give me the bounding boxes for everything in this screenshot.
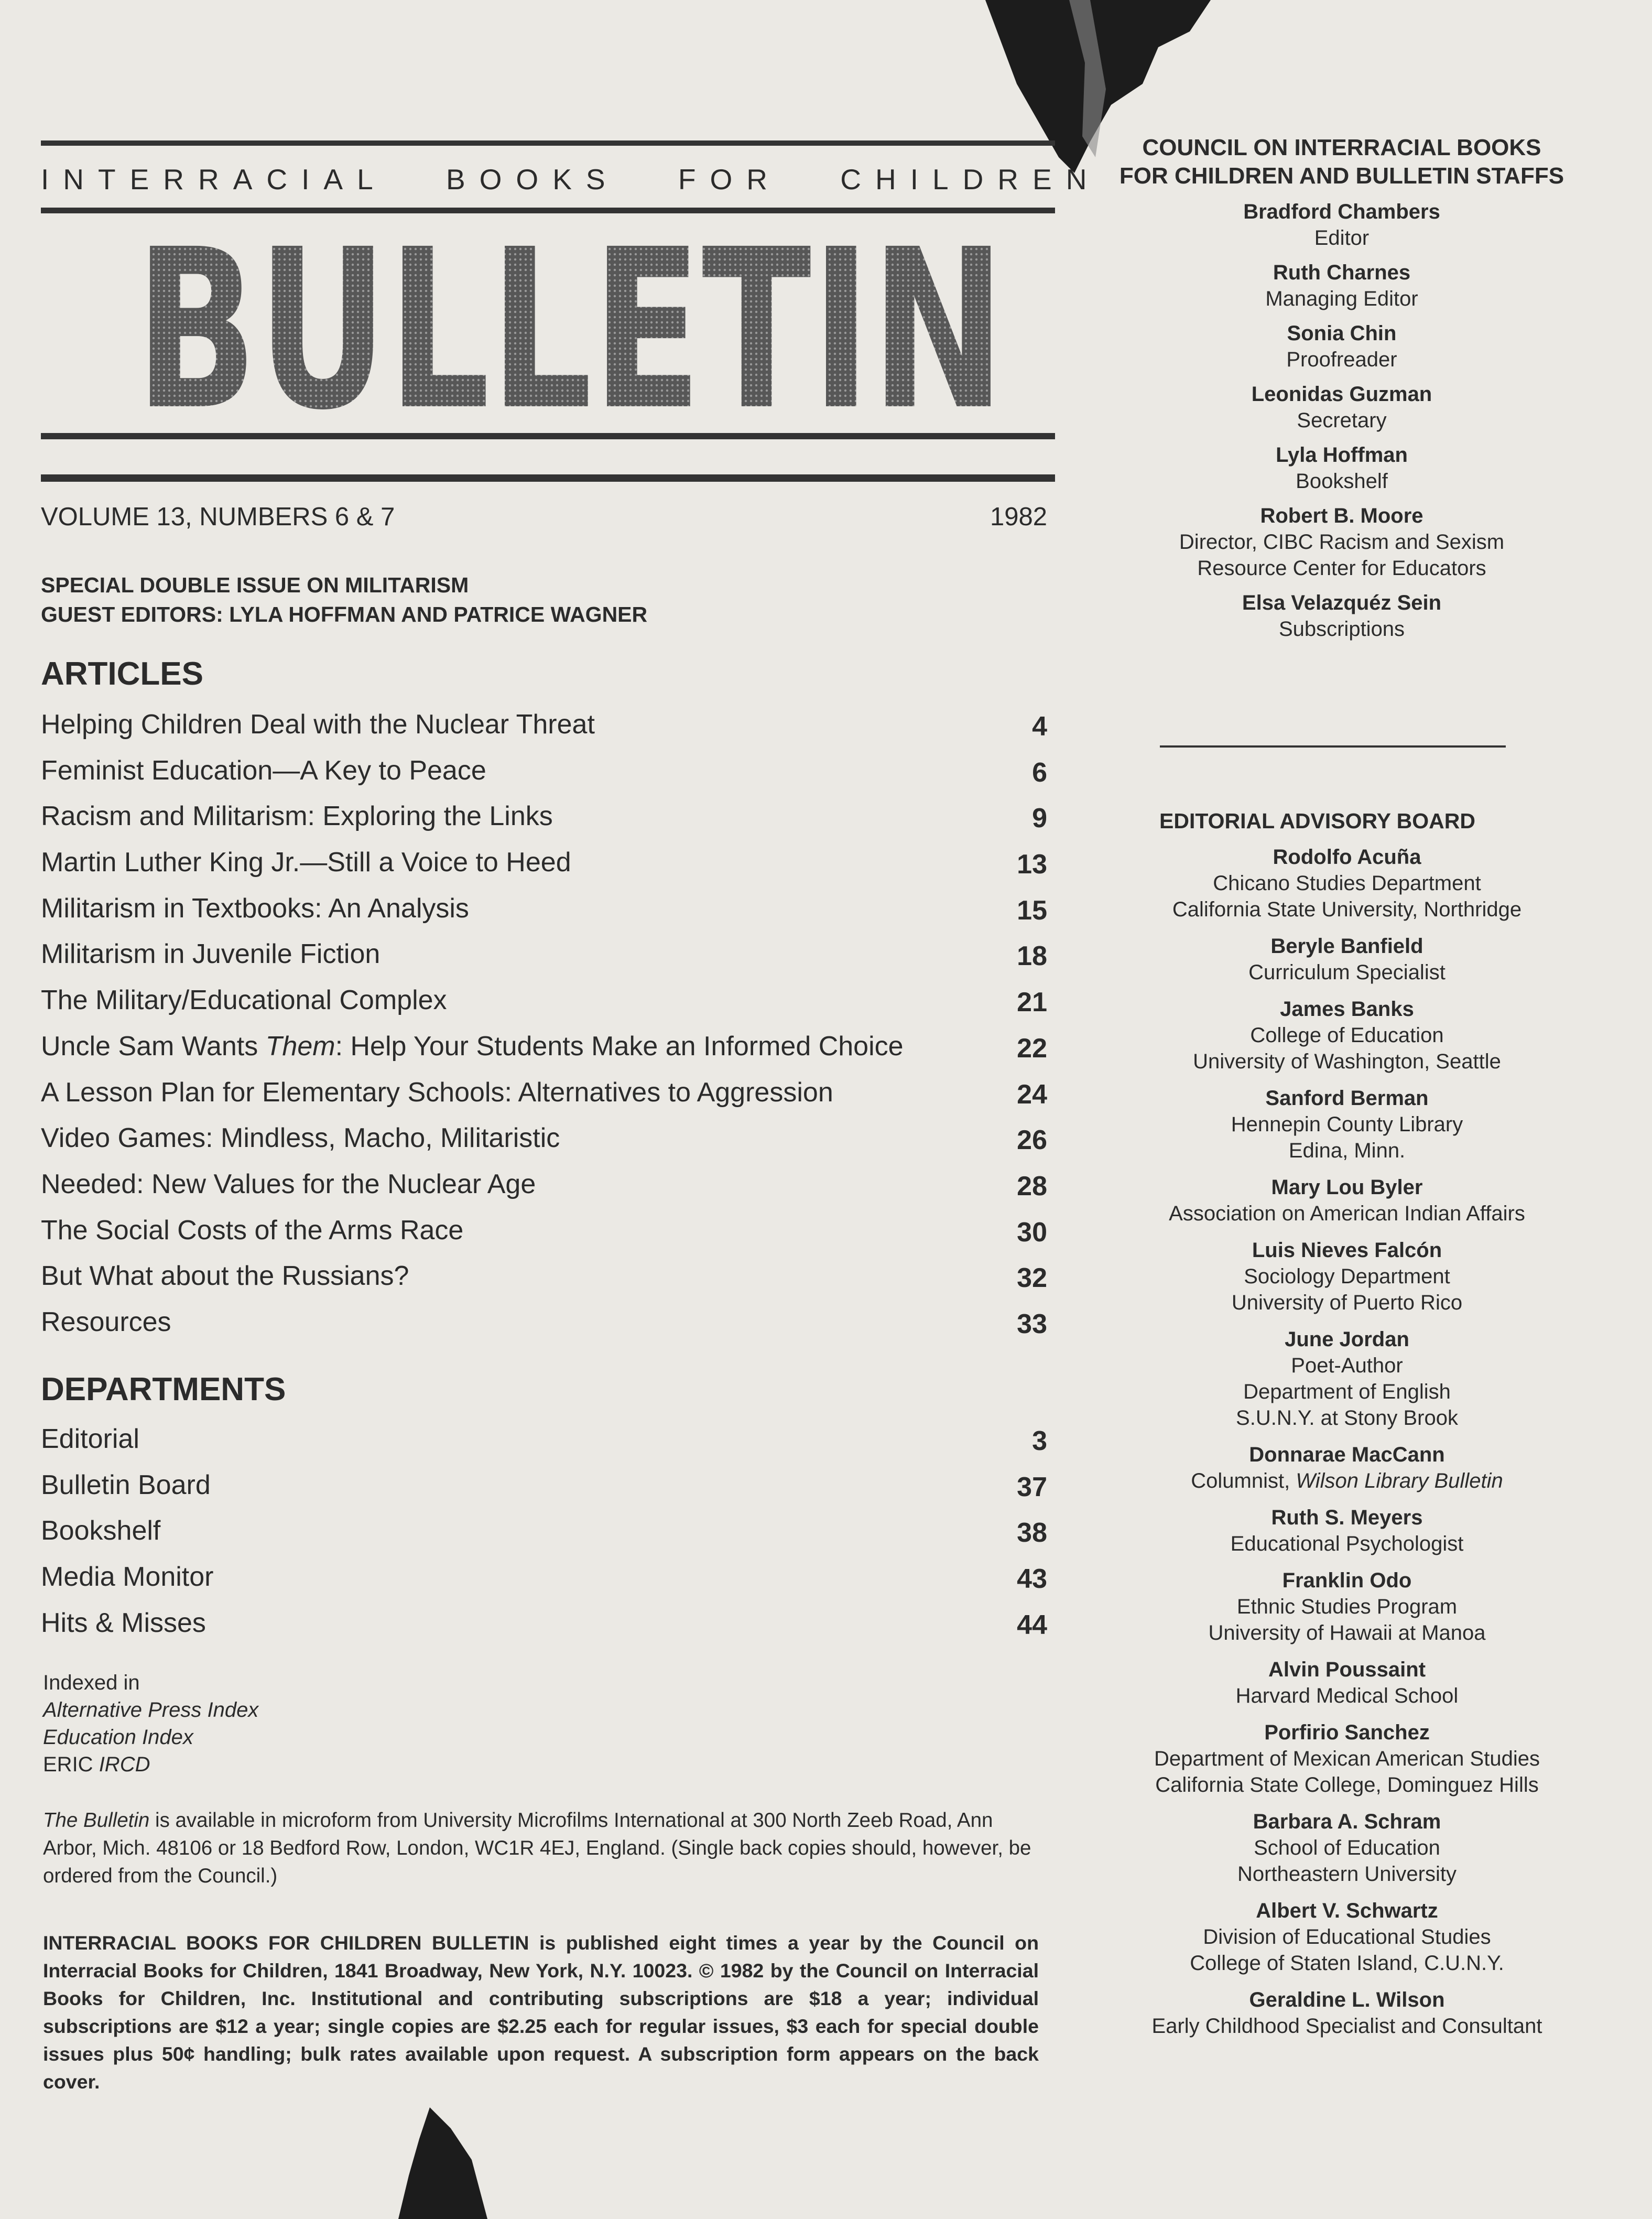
person-name: Luis Nieves Falcón: [1252, 1239, 1442, 1262]
person-name: Lyla Hoffman: [1276, 443, 1408, 467]
indexed-label: Indexed in: [43, 1671, 140, 1694]
person-entry: [1069, 996, 1625, 1075]
publication-info: INTERRACIAL BOOKS FOR CHILDREN BULLETIN is published eight times a year by the Council on Interracial Books for Children, 1841 Broadway, New York, N.Y. 10023. © 1982 by the Council on Interracial Books for Children, Inc. Institutional and contributing subscriptions are $18 a year; individual subscriptions are $12 a year; single copies are $2.25 each for regular issues, $3 each for special double issues plus 50¢ handling; bulk rates available upon request. A subscription form appears on the back cover.: [43, 1932, 1039, 2093]
person-role: Harvard Medical School: [1235, 1684, 1459, 1707]
staff-list: [1069, 199, 1614, 642]
toc-title: The Military/Educational Complex: [41, 985, 447, 1016]
person-role: Early Childhood Specialist and Consultant: [1151, 2015, 1542, 2038]
index-entry-text: ERIC: [43, 1753, 99, 1776]
toc-row: [41, 1469, 1047, 1516]
person-role-emphasis: Wilson Library Bulletin: [1296, 1469, 1503, 1492]
section-divider: [1160, 745, 1506, 748]
toc-title: Feminist Education—A Key to Peace: [41, 755, 486, 786]
staff-heading: COUNCIL ON INTERRACIAL BOOKS: [1142, 135, 1541, 160]
toc-title-part: Uncle Sam Wants: [41, 1031, 266, 1062]
toc-row: [41, 1260, 1047, 1306]
logo-wordmark: BULLETIN: [135, 231, 1005, 419]
toc-title: Bookshelf: [41, 1516, 161, 1546]
toc-page-number: 13: [1017, 849, 1047, 880]
masthead-rule-lower: [41, 433, 1055, 439]
person-role: S.U.N.Y. at Stony Brook: [1236, 1406, 1458, 1430]
person-role: University of Puerto Rico: [1231, 1291, 1463, 1314]
person-entry: [1069, 1657, 1625, 1709]
toc-page-number: 38: [1017, 1518, 1047, 1549]
microform-lead: The Bulletin: [43, 1809, 150, 1832]
toc-row: [41, 938, 1047, 984]
index-entry: Education Index: [43, 1726, 193, 1749]
toc-title: A Lesson Plan for Elementary Schools: Alternatives to Aggression: [41, 1077, 833, 1108]
person-name: Leonidas Guzman: [1251, 383, 1432, 406]
person-entry: [1069, 1567, 1625, 1646]
person-name: James Banks: [1280, 998, 1414, 1021]
toc-row: [41, 1215, 1047, 1261]
masthead-word: CHILDREN: [840, 163, 1101, 196]
volume-number: VOLUME 13, NUMBERS 6 & 7: [41, 503, 395, 531]
toc-title: But What about the Russians?: [41, 1261, 409, 1292]
person-entry: [1069, 1719, 1625, 1798]
toc-page-number: 33: [1017, 1308, 1047, 1339]
person-name: Mary Lou Byler: [1271, 1176, 1423, 1199]
staff-section: [1069, 134, 1614, 642]
person-entry: [1069, 1085, 1625, 1164]
toc-title: Militarism in Textbooks: An Analysis: [41, 893, 469, 924]
toc-row: [41, 984, 1047, 1031]
person-role: California State University, Northridge: [1172, 898, 1522, 921]
bulletin-logo: [125, 231, 1016, 419]
toc-row: [41, 1168, 1047, 1215]
person-role: California State College, Dominguez Hills: [1155, 1773, 1539, 1796]
person-entry: [1069, 199, 1614, 251]
person-role: Division of Educational Studies: [1203, 1925, 1491, 1949]
toc-title: Needed: New Values for the Nuclear Age: [41, 1168, 536, 1199]
masthead-series-title: [41, 163, 1101, 196]
torn-corner-bottom: [398, 2107, 487, 2219]
toc-page-number: 21: [1017, 987, 1047, 1018]
person-name: Ruth Charnes: [1273, 261, 1411, 284]
toc-title: Media Monitor: [41, 1562, 214, 1593]
toc-title: [41, 1031, 904, 1062]
person-name: Bradford Chambers: [1243, 200, 1440, 223]
index-entry-text: IRCD: [99, 1753, 150, 1776]
masthead-word: FOR: [678, 163, 781, 196]
person-entry: [1069, 503, 1614, 581]
index-entry: [43, 1751, 258, 1778]
person-name: Franklin Odo: [1282, 1569, 1412, 1592]
person-role-part: Columnist,: [1191, 1469, 1296, 1492]
toc-page-number: 9: [1032, 803, 1047, 834]
toc-page-number: 30: [1017, 1217, 1047, 1248]
person-role: Association on American Indian Affairs: [1169, 1202, 1525, 1225]
departments-heading: DEPARTMENTS: [41, 1371, 286, 1408]
person-role: Secretary: [1297, 409, 1387, 432]
toc-page-number: 37: [1017, 1471, 1047, 1502]
toc-row: [41, 755, 1047, 801]
board-heading: EDITORIAL ADVISORY BOARD: [1159, 809, 1475, 833]
masthead-rule-top: [41, 140, 1055, 146]
person-entry: [1069, 320, 1614, 373]
toc-page-number: 28: [1017, 1171, 1047, 1201]
person-name: Ruth S. Meyers: [1271, 1506, 1423, 1529]
toc-row: [41, 1423, 1047, 1469]
microform-note: [43, 1806, 1049, 1890]
toc-page-number: 3: [1032, 1426, 1047, 1456]
person-name: Geraldine L. Wilson: [1249, 1988, 1445, 2011]
person-role: Hennepin County Library: [1231, 1113, 1463, 1136]
masthead-word: BOOKS: [445, 163, 620, 196]
person-role: College of Education: [1250, 1024, 1444, 1047]
person-role: Bookshelf: [1296, 470, 1388, 493]
person-role: Resource Center for Educators: [1197, 557, 1486, 580]
person-name: Robert B. Moore: [1260, 504, 1423, 527]
person-entry: [1069, 381, 1614, 434]
toc-row: [41, 800, 1047, 847]
person-role: Chicano Studies Department: [1213, 872, 1481, 895]
toc-page-number: 44: [1017, 1609, 1047, 1640]
person-name: Elsa Velazquéz Sein: [1242, 591, 1442, 614]
person-role: School of Education: [1254, 1836, 1440, 1859]
person-name: Rodolfo Acuña: [1273, 846, 1421, 869]
person-entry: [1069, 1237, 1625, 1316]
person-entry: [1069, 1987, 1625, 2039]
toc-row: [41, 1561, 1047, 1607]
toc-title: Editorial: [41, 1424, 139, 1454]
toc-title: Resources: [41, 1306, 171, 1337]
person-name: Alvin Poussaint: [1268, 1658, 1426, 1681]
board-list: [1069, 844, 1625, 2039]
person-role: University of Washington, Seattle: [1193, 1050, 1501, 1073]
toc-page-number: 18: [1017, 941, 1047, 972]
person-role: Poet-Author: [1291, 1354, 1403, 1377]
person-name: Sonia Chin: [1287, 322, 1397, 345]
issue-year: 1982: [990, 503, 1047, 531]
toc-title: Hits & Misses: [41, 1607, 206, 1638]
toc-row: [41, 709, 1047, 755]
person-role: Curriculum Specialist: [1248, 961, 1446, 984]
person-entry: [1069, 1898, 1625, 1976]
toc-page-number: 4: [1032, 711, 1047, 742]
person-role: Northeastern University: [1237, 1863, 1457, 1886]
toc-row: [41, 1122, 1047, 1168]
person-entry: [1069, 1174, 1625, 1227]
indexed-in: [43, 1669, 258, 1778]
person-role: Sociology Department: [1244, 1265, 1450, 1288]
person-name: June Jordan: [1285, 1328, 1409, 1351]
departments-list: [41, 1423, 1047, 1653]
toc-page-number: 22: [1017, 1033, 1047, 1064]
toc-title: Martin Luther King Jr.—Still a Voice to Heed: [41, 847, 571, 878]
person-entry: [1069, 1442, 1625, 1494]
toc-page-number: 6: [1032, 757, 1047, 788]
toc-page-number: 26: [1017, 1125, 1047, 1156]
articles-list: [41, 709, 1047, 1352]
person-entry: [1069, 933, 1625, 986]
person-role: Department of English: [1243, 1380, 1451, 1403]
toc-page-number: 15: [1017, 895, 1047, 926]
person-entry: [1069, 590, 1614, 642]
toc-title: The Social Costs of the Arms Race: [41, 1215, 464, 1246]
special-issue-note: [41, 570, 647, 629]
toc-title-emphasis: Them: [265, 1031, 335, 1062]
person-role: University of Hawaii at Manoa: [1208, 1621, 1486, 1644]
person-entry: [1069, 1809, 1625, 1887]
person-name: Donnarae MacCann: [1249, 1443, 1445, 1466]
person-name: Porfirio Sanchez: [1264, 1721, 1430, 1744]
toc-row: [41, 1077, 1047, 1123]
toc-row: [41, 847, 1047, 893]
special-issue-title: SPECIAL DOUBLE ISSUE ON MILITARISM: [41, 573, 469, 597]
toc-title: Helping Children Deal with the Nuclear Threat: [41, 709, 595, 740]
issue-line: [41, 502, 1047, 532]
person-entry: [1069, 1326, 1625, 1431]
toc-title: Militarism in Juvenile Fiction: [41, 939, 381, 970]
toc-title: Bulletin Board: [41, 1469, 211, 1500]
index-entry: Alternative Press Index: [43, 1698, 259, 1722]
toc-title: Racism and Militarism: Exploring the Links: [41, 801, 553, 832]
toc-row: [41, 1031, 1047, 1077]
person-role: Proofreader: [1286, 348, 1397, 371]
toc-row: [41, 1306, 1047, 1352]
person-role: Edina, Minn.: [1288, 1139, 1406, 1162]
person-entry: [1069, 259, 1614, 312]
person-role: Editor: [1314, 226, 1370, 250]
toc-page-number: 43: [1017, 1564, 1047, 1595]
person-role: Subscriptions: [1278, 618, 1405, 641]
person-role: Department of Mexican American Studies: [1154, 1747, 1540, 1770]
guest-editors: GUEST EDITORS: LYLA HOFFMAN AND PATRICE WAGNER: [41, 602, 648, 626]
toc-row: [41, 1515, 1047, 1561]
person-role: Educational Psychologist: [1230, 1532, 1464, 1555]
person-role: Managing Editor: [1265, 287, 1418, 310]
toc-row: [41, 1607, 1047, 1653]
person-entry: [1069, 844, 1625, 923]
person-entry: [1069, 1504, 1625, 1557]
person-name: Beryle Banfield: [1270, 935, 1423, 958]
masthead-rule-bottom: [41, 474, 1055, 482]
person-name: Albert V. Schwartz: [1256, 1899, 1438, 1922]
toc-row: [41, 893, 1047, 939]
microform-text: is available in microform from University Microfilms International at 300 North Zeeb Road, Ann Arbor, Mich. 48106 or 18 Bedford Row, London, WC1R 4EJ, England. (Single back copies should, however, be ordered from the Council.): [43, 1809, 1031, 1887]
toc-page-number: 24: [1017, 1079, 1047, 1110]
staff-heading: FOR CHILDREN AND BULLETIN STAFFS: [1119, 163, 1564, 189]
person-role: Ethnic Studies Program: [1236, 1595, 1458, 1618]
person-name: Sanford Berman: [1265, 1087, 1429, 1110]
toc-title: Video Games: Mindless, Macho, Militaristic: [41, 1123, 560, 1154]
person-role: [1069, 1468, 1625, 1494]
person-entry: [1069, 442, 1614, 494]
person-role: Director, CIBC Racism and Sexism: [1179, 531, 1505, 554]
masthead-word: INTERRACIAL: [41, 163, 387, 196]
toc-page-number: 32: [1017, 1263, 1047, 1294]
masthead-rule-mid: [41, 208, 1055, 213]
articles-heading: ARTICLES: [41, 656, 203, 692]
toc-title-part: : Help Your Students Make an Informed Choice: [335, 1031, 904, 1062]
person-name: Barbara A. Schram: [1253, 1810, 1441, 1833]
person-role: College of Staten Island, C.U.N.Y.: [1190, 1952, 1504, 1975]
